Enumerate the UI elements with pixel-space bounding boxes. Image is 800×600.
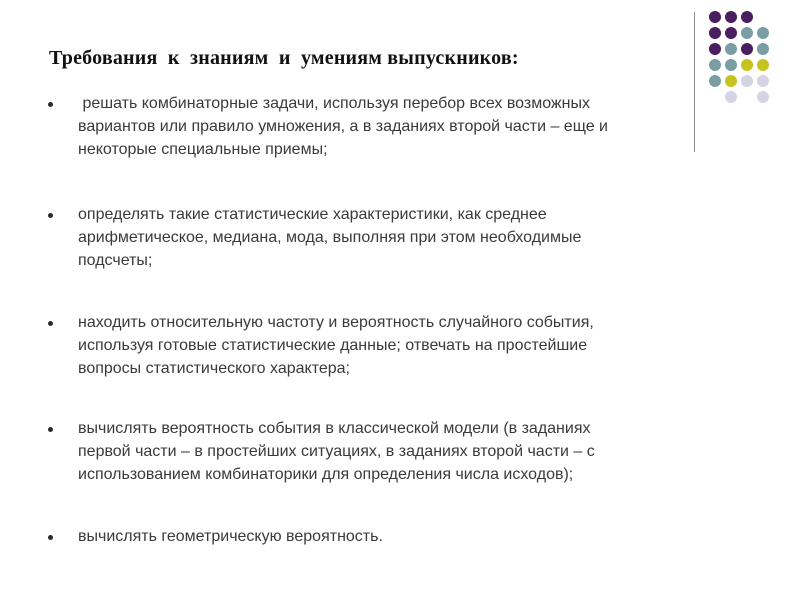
decorative-dot-teal [709, 59, 721, 71]
decorative-dot-purple [725, 27, 737, 39]
bullet-line: некоторые специальные приемы; [78, 141, 328, 158]
bullet-line: вычислять вероятность события в классической модели (в заданиях [78, 420, 591, 437]
decorative-dot-purple [741, 11, 753, 23]
decorative-dot-lavender [757, 91, 769, 103]
bullet-marker-icon [48, 213, 53, 218]
decorative-dot-purple [741, 43, 753, 55]
decorative-dot-yellow [757, 59, 769, 71]
bullet-marker-icon [48, 427, 53, 432]
decorative-dot-yellow [725, 75, 737, 87]
bullet-marker-icon [48, 102, 53, 107]
decorative-dot-lavender [741, 75, 753, 87]
slide-title: Требования к знаниям и умениям выпускников: [49, 47, 519, 69]
bullet-line: вычислять геометрическую вероятность. [78, 528, 383, 545]
bullet-marker-icon [48, 535, 53, 540]
decorative-dot-teal [725, 43, 737, 55]
bullet-item-geometric-probability [78, 525, 718, 548]
bullet-line: используя готовые статистические данные; отвечать на простейшие [78, 337, 588, 354]
decorative-dot-purple [725, 11, 737, 23]
decorative-dot-purple [709, 43, 721, 55]
decorative-dot-teal [757, 43, 769, 55]
decorative-dot-purple [709, 27, 721, 39]
decorative-dot-lavender [757, 75, 769, 87]
decorative-dot-teal [709, 75, 721, 87]
bullet-line: решать комбинаторные задачи, используя перебор всех возможных [78, 95, 590, 112]
decorative-dot-yellow [741, 59, 753, 71]
bullet-line: арифметическое, медиана, мода, выполняя при этом необходимые [78, 229, 582, 246]
bullet-line: подсчеты; [78, 252, 153, 269]
decorative-dot-purple [709, 11, 721, 23]
bullet-line: использованием комбинаторики для определения числа исходов); [78, 466, 574, 483]
bullet-item-combinatorics [78, 92, 718, 161]
bullet-line: определять такие статистические характеристики, как среднее [78, 206, 547, 223]
bullet-item-relative-frequency [78, 311, 718, 380]
decorative-dot-teal [757, 27, 769, 39]
decorative-dot-teal [725, 59, 737, 71]
bullet-item-classical-probability [78, 417, 718, 486]
bullet-marker-icon [48, 321, 53, 326]
bullet-line: находить относительную частоту и вероятность случайного события, [78, 314, 594, 331]
decorative-dot-lavender [725, 91, 737, 103]
bullet-item-statistics [78, 203, 718, 272]
bullet-line: вариантов или правило умножения, а в заданиях второй части – еще и [78, 118, 608, 135]
bullet-line: вопросы статистического характера; [78, 360, 350, 377]
bullet-line: первой части – в простейших ситуациях, в заданиях второй части – с [78, 443, 595, 460]
decorative-dot-teal [741, 27, 753, 39]
